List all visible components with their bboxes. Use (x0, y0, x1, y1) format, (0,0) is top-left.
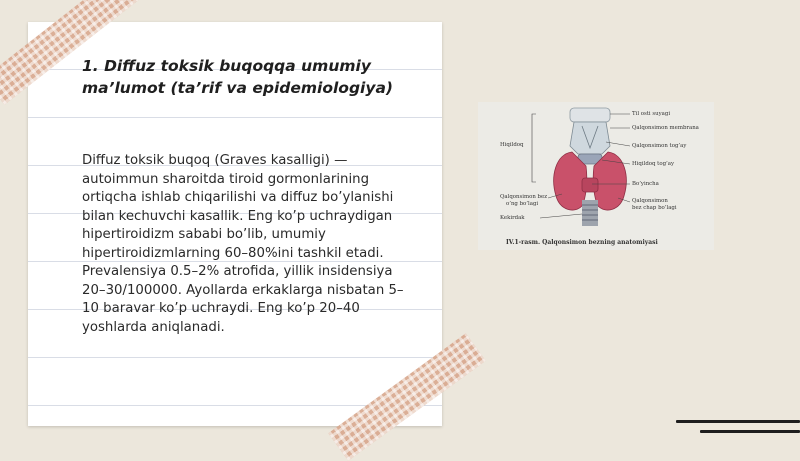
slide-body-text: Diffuz toksik buqoq (Graves kasalligi) — autoimmun sharoitda tiroid gormonlarining ortiqcha ishlab chiqarilishi va diffuz bo’ylanishi bilan kechuvchi kasallik. Eng ko’p uchraydigan hipertiroidizm sababi bo’lib, umumiy hipertiroidizmlarning 60–80%ini tashkil etadi. Prevalensiya 0.5–2% atrofida, yillik insidensiya 20–30/100000. Ayollarda erkaklarga nisbatan 5–10 baravar ko’p uchraydi. Eng ko’p 20–40 yoshlarda aniqlanadi. (82, 153, 404, 335)
label-boyincha: Bo’yincha (632, 181, 659, 187)
label-hiqildoq-togay: Hiqildoq tog’ay (632, 161, 675, 167)
label-ong-bolak-1: Qalqonsimon bez (500, 194, 548, 200)
label-hiqildoq: Hiqildoq (500, 142, 524, 148)
label-kekirdak: Kekirdak (500, 215, 525, 221)
label-membrana: Qalqonsimon membrana (632, 125, 699, 131)
figure-caption: IV.1-rasm. Qalqonsimon bezning anatomiyasi (506, 239, 658, 246)
decorative-line-bottom (700, 430, 800, 433)
thyroid-anatomy-figure (478, 102, 714, 250)
decorative-line-top (676, 420, 800, 423)
label-ong-bolak-2: o’ng bo’lagi (506, 201, 539, 207)
label-togay: Qalqonsimon tog’ay (632, 143, 687, 149)
label-til-osti: Til osti suyagi (632, 111, 671, 117)
label-chap-bolak-1: Qalqonsimon (632, 198, 668, 204)
slide-title: 1. Diffuz toksik buqoqqa umumiy ma’lumot (ta’rif va epidemiologiya) (82, 57, 394, 97)
label-chap-bolak-2: bez chap bo’lagi (632, 205, 677, 211)
